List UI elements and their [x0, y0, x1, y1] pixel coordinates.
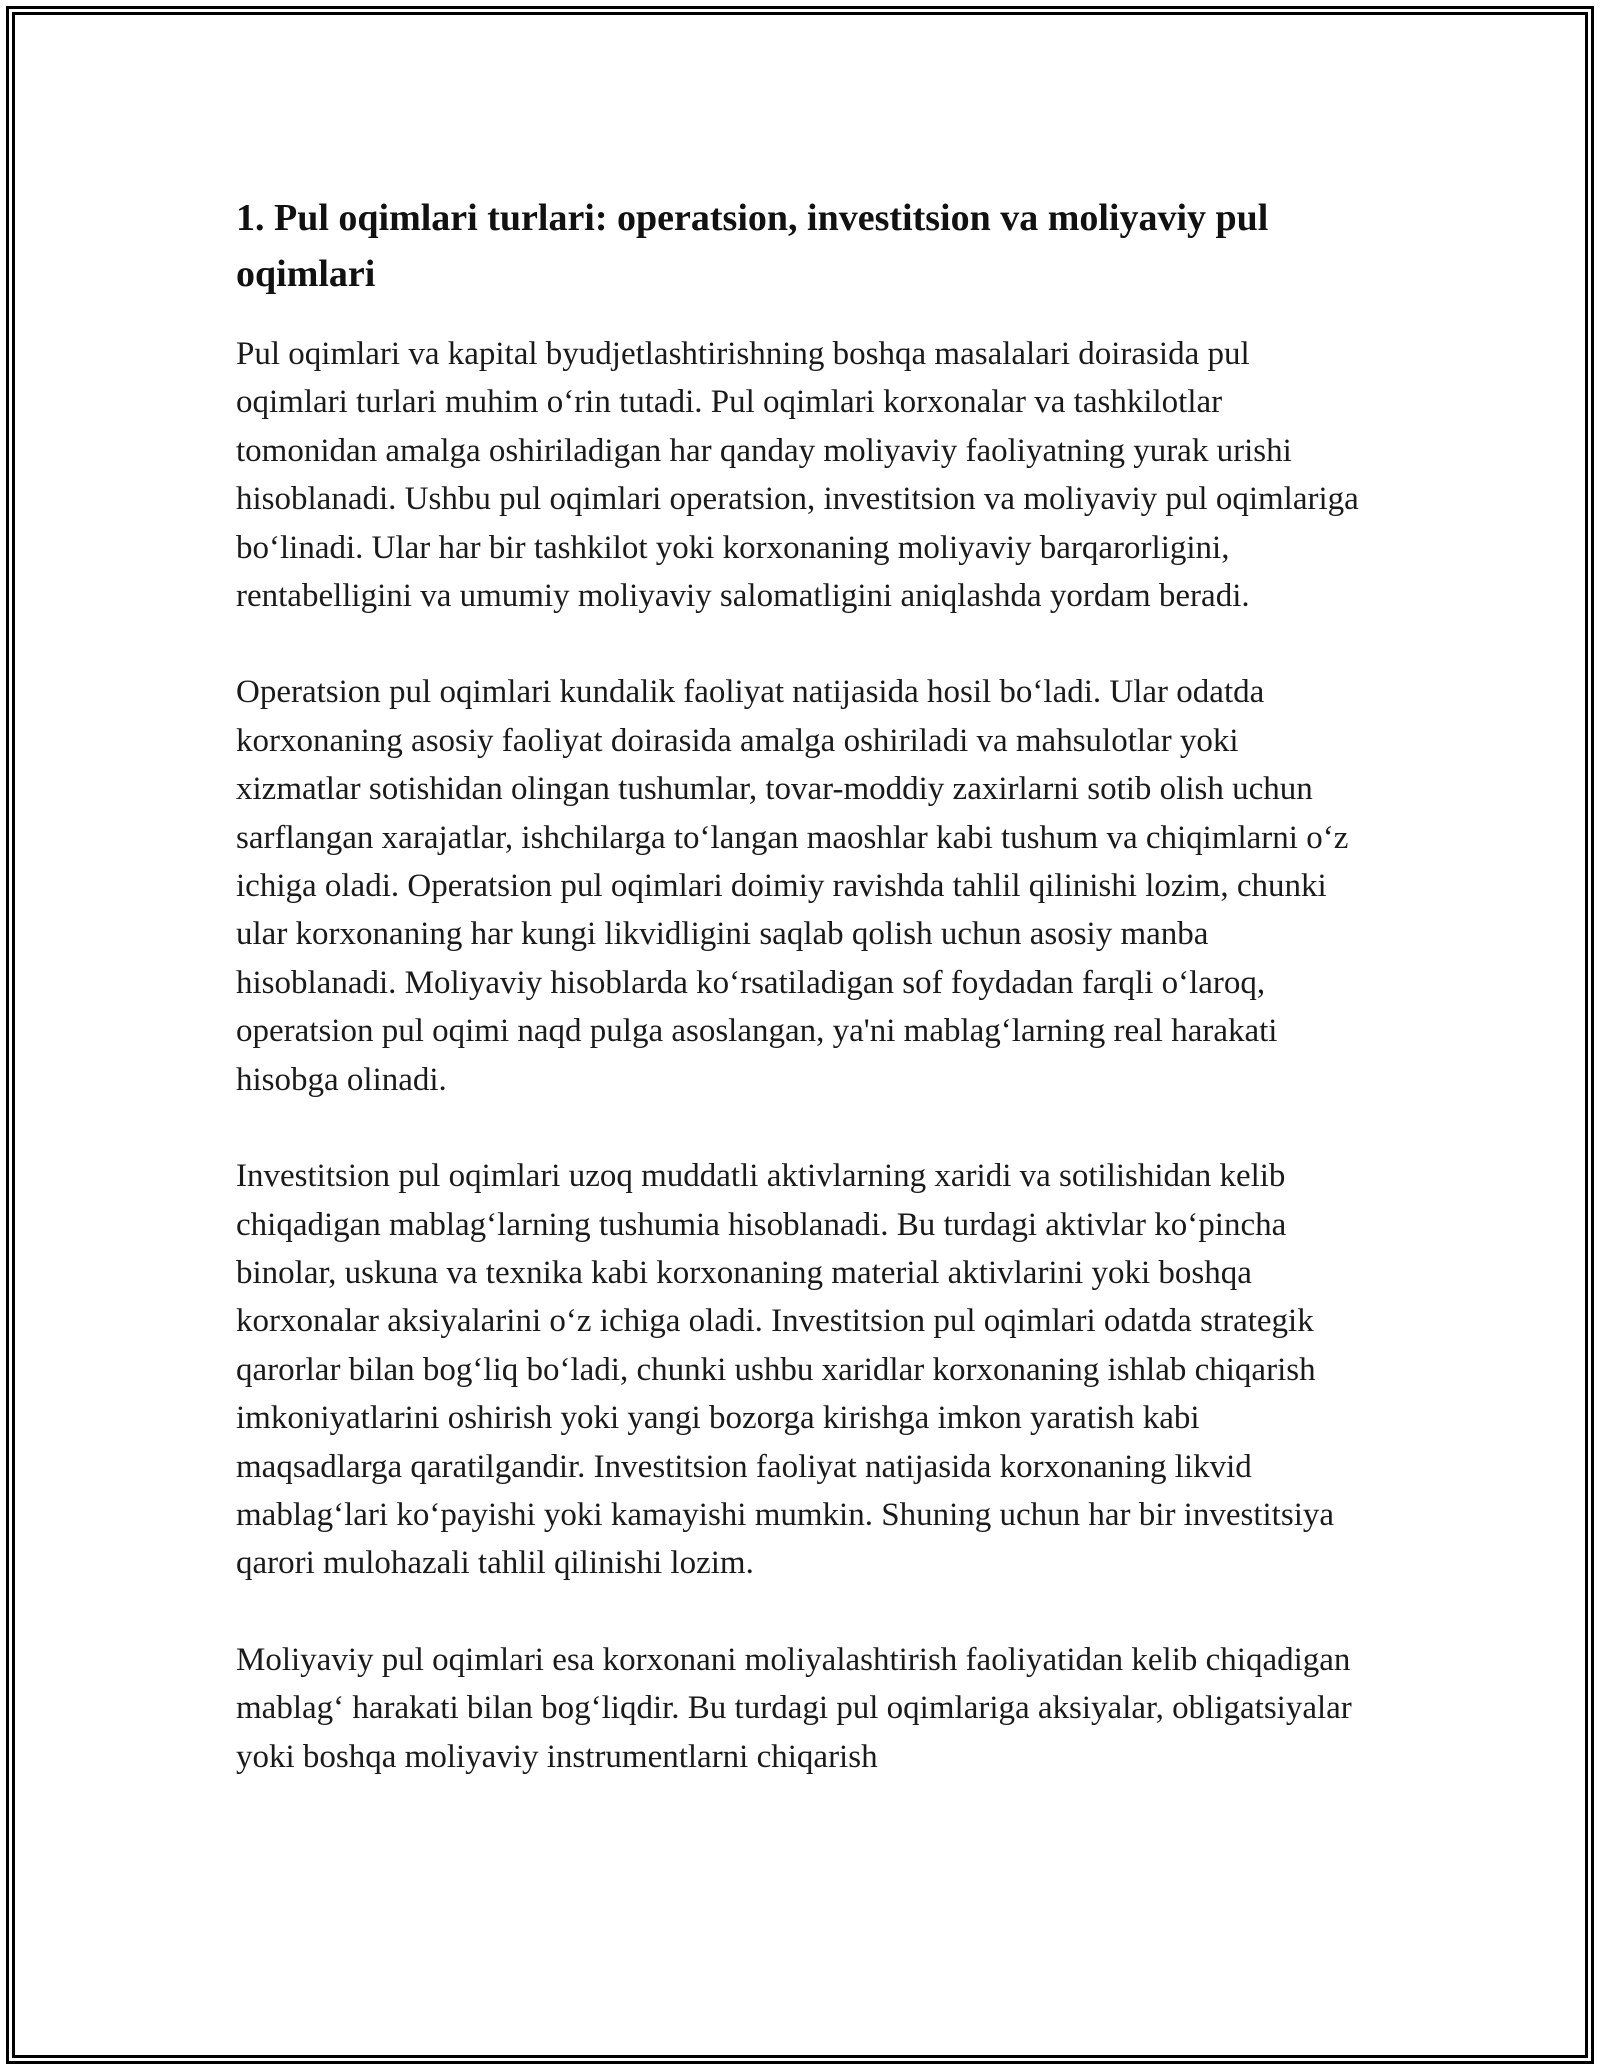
section-heading: 1. Pul oqimlari turlari: operatsion, investitsion va moliyaviy pul oqimlari [236, 197, 1269, 295]
paragraph-intro: Pul oqimlari va kapital byudjetlashtirishning boshqa masalalari doirasida pul oqimlari turlari muhim o‘rin tutadi. Pul oqimlari korxonalar va tashkilotlar tomonidan amalga oshiriladigan har qanday moliyaviy faoliyatning yurak urishi hisoblanadi. Ushbu pul oqimlari operatsion, investitsion va moliyaviy pul oqimlariga bo‘linadi. Ular har bir tashkilot yoki korxonaning moliyaviy barqarorligini, rentabelligini va umumiy moliyaviy salomatligini aniqlashda yordam beradi. [236, 336, 1359, 615]
paragraph-financing-cash-flow: Moliyaviy pul oqimlari esa korxonani moliyalashtirish faoliyatidan kelib chiqadigan mablag‘ harakati bilan bog‘liqdir. Bu turdagi pul oqimlariga aksiyalar, obligatsiyalar yoki boshqa moliyaviy instrumentlarni chiqarish [236, 1641, 1352, 1775]
paragraph-investing-cash-flow: Investitsion pul oqimlari uzoq muddatli aktivlarning xaridi va sotilishidan kelib chiqadigan mablag‘larning tushumia hisoblanadi. Bu turdagi aktivlar ko‘pincha binolar, uskuna va texnika kabi korxonaning material aktivlarini yoki boshqa korxonalar aksiyalarini o‘z ichiga oladi. Investitsion pul oqimlari odatda strategik qarorlar bilan bog‘liq bo‘ladi, chunki ushbu xaridlar korxonaning ishlab chiqarish imkoniyatlarini oshirish yoki yangi bozorga kirishga imkon yaratish kabi maqsadlarga qaratilgandir. Investitsion faoliyat natijasida korxonaning likvid mablag‘lari ko‘payishi yoki kamayishi mumkin. Shuning uchun har bir investitsiya qarori mulohazali tahlil qilinishi lozim. [236, 1158, 1335, 1582]
paragraph-operating-cash-flow: Operatsion pul oqimlari kundalik faoliyat natijasida hosil bo‘ladi. Ular odatda korxonaning asosiy faoliyat doirasida amalga oshiriladi va mahsulotlar yoki xizmatlar sotishidan olingan tushumlar, tovar-moddiy zaxirlarni sotib olish uchun sarflangan xarajatlar, ishchilarga to‘langan maoshlar kabi tushum va chiqimlarni o‘z ichiga oladi. Operatsion pul oqimlari doimiy ravishda tahlil qilinishi lozim, chunki ular korxonaning har kungi likvidligini saqlab qolish uchun asosiy manba hisoblanadi. Moliyaviy hisoblarda ko‘rsatiladigan sof foydadan farqli o‘laroq, operatsion pul oqimi naqd pulga asoslangan, ya'ni mablag‘larning real harakati hisobga olinadi. [236, 674, 1349, 1098]
document-page [236, 190, 1366, 1829]
